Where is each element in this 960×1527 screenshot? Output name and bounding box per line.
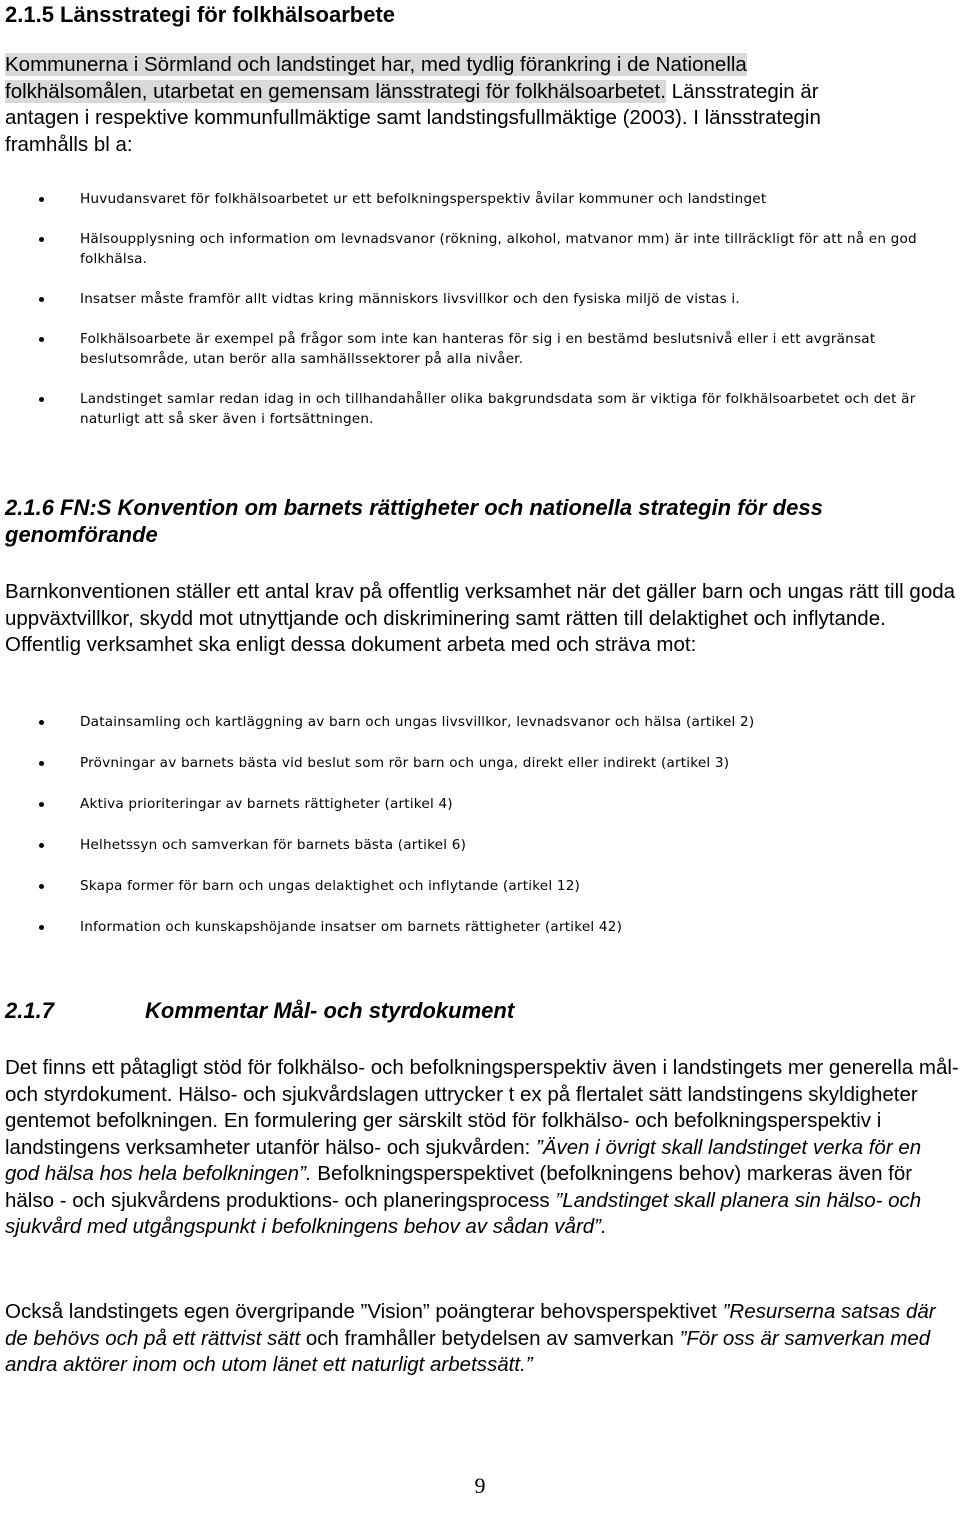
list-item: Hälsoupplysning och information om levnadsvanor (rökning, alkohol, matvanor mm) är inte tillräckligt för att nå en god folkhälsa. [0, 229, 960, 269]
paragraph-text: framhålls bl a: [5, 132, 133, 156]
bullet-icon [39, 884, 44, 889]
bullet-icon [39, 197, 44, 202]
list-item: Aktiva prioriteringar av barnets rättigheter (artikel 4) [0, 794, 960, 814]
list-item: Folkhälsoarbete är exempel på frågor som inte kan hanteras för sig i en bestämd beslutsnivå eller i ett avgränsat beslutsområde, utan berör alla samhällssektorer på alla nivåer. [0, 329, 960, 369]
bullet-icon [39, 397, 44, 402]
page-number: 9 [474, 1473, 486, 1498]
heading-2-1-6: 2.1.6 FN:S Konvention om barnets rättigheter och nationella strategin för dess genomförande [5, 495, 823, 547]
bullet-list-barnkonventionen [0, 712, 960, 958]
highlighted-text: Kommunerna i Sörmland och landstinget har, med tydlig förankring i de Nationella [5, 53, 747, 76]
list-item: Huvudansvaret för folkhälsoarbetet ur ett befolkningsperspektiv åvilar kommuner och landstinget [0, 189, 960, 209]
paragraph-lansstrategi [5, 52, 960, 158]
paragraph-kommentar-2: Också landstingets egen övergripande ”Vision” poängterar behovsperspektivet ”Resurserna satsas där de behövs och på ett rättvist sätt och framhåller betydelsen av samverkan ”För oss är samverkan med andra aktörer inom och utom länet ett naturligt arbetssätt.” [5, 1300, 936, 1376]
bullet-icon [39, 237, 44, 242]
list-item: Information och kunskapshöjande insatser om barnets rättigheter (artikel 42) [0, 917, 960, 937]
heading-2-1-5: 2.1.5 Länsstrategi för folkhälsoarbete [5, 2, 396, 27]
paragraph-kommentar-1: Det finns ett påtagligt stöd för folkhälso- och befolkningsperspektiv även i landstingets mer generella mål- och styrdokument. Hälso- och sjukvårdslagen uttrycker t ex på flertalet sätt landstingens skyldigheter gentemot befolkningen. En formulering ger särskilt stöd för folkhälso- och befolkningsperspektiv i landstingens verksamheter utanför hälso- och sjukvården: ”Även i övrigt skall landstinget verka för en god hälsa hos hela befolkningen”. Befolkningsperspektivet (befolkningens behov) markeras även för hälso - och sjukvårdens produktions- och planeringsprocess ”Landstinget skall planera sin hälso- och sjukvård med utgångspunkt i befolkningens behov av sådan vård”. [5, 1056, 959, 1238]
paragraph-barnkonventionen: Barnkonventionen ställer ett antal krav på offentlig verksamhet när det gäller barn och ungas rätt till goda uppväxtvillkor, skydd mot utnyttjande och diskriminering samt rätten till delaktighet och inflytande. Offentlig verksamhet ska enligt dessa dokument arbeta med och sträva mot: [5, 580, 956, 656]
quote-text: ”För oss är samverkan med andra aktörer inom och utom länet ett naturligt arbetssätt.” [5, 1326, 931, 1376]
list-item: Insatser måste framför allt vidtas kring människors livsvillkor och den fysiska miljö de vistas i. [0, 289, 960, 309]
bullet-icon [39, 925, 44, 930]
list-item: Skapa former för barn och ungas delaktighet och inflytande (artikel 12) [0, 876, 960, 896]
quote-text: ”Även i övrigt skall landstinget verka för en god hälsa hos hela befolkningen”. [5, 1135, 922, 1185]
list-item: Datainsamling och kartläggning av barn och ungas livsvillkor, levnadsvanor och hälsa (artikel 2) [0, 712, 960, 732]
quote-text: ”Landstinget skall planera sin hälso- och sjukvård med utgångspunkt i befolkningens behov av sådan vård”. [5, 1188, 922, 1238]
bullet-icon [39, 802, 44, 807]
highlighted-text: folkhälsomålen, utarbetat en gemensam länsstrategi för folkhälsoarbetet. [5, 79, 666, 103]
list-item: Landstinget samlar redan idag in och tillhandahåller olika bakgrundsdata som är viktiga för folkhälsoarbetet och det är naturligt att så sker även i fortsättningen. [0, 389, 960, 429]
quote-text: ”Resurserna satsas där de behövs och på ett rättvist sätt [5, 1300, 936, 1350]
list-item: Prövningar av barnets bästa vid beslut som rör barn och unga, direkt eller indirekt (artikel 3) [0, 753, 960, 773]
paragraph-text: antagen i respektive kommunfullmäktige samt landstingsfullmäktige (2003). I länsstrategin [5, 106, 821, 129]
bullet-icon [39, 761, 44, 766]
bullet-icon [39, 297, 44, 302]
bullet-icon [39, 337, 44, 342]
heading-2-1-7-title: Kommentar Mål- och styrdokument [145, 998, 515, 1023]
list-item: Helhetssyn och samverkan för barnets bästa (artikel 6) [0, 835, 960, 855]
bullet-icon [39, 720, 44, 725]
heading-2-1-7-number: 2.1.7 [5, 998, 54, 1023]
paragraph-text: Länsstrategin är [665, 79, 819, 103]
bullet-icon [39, 843, 44, 848]
bullet-list-lansstrategi [0, 189, 960, 449]
